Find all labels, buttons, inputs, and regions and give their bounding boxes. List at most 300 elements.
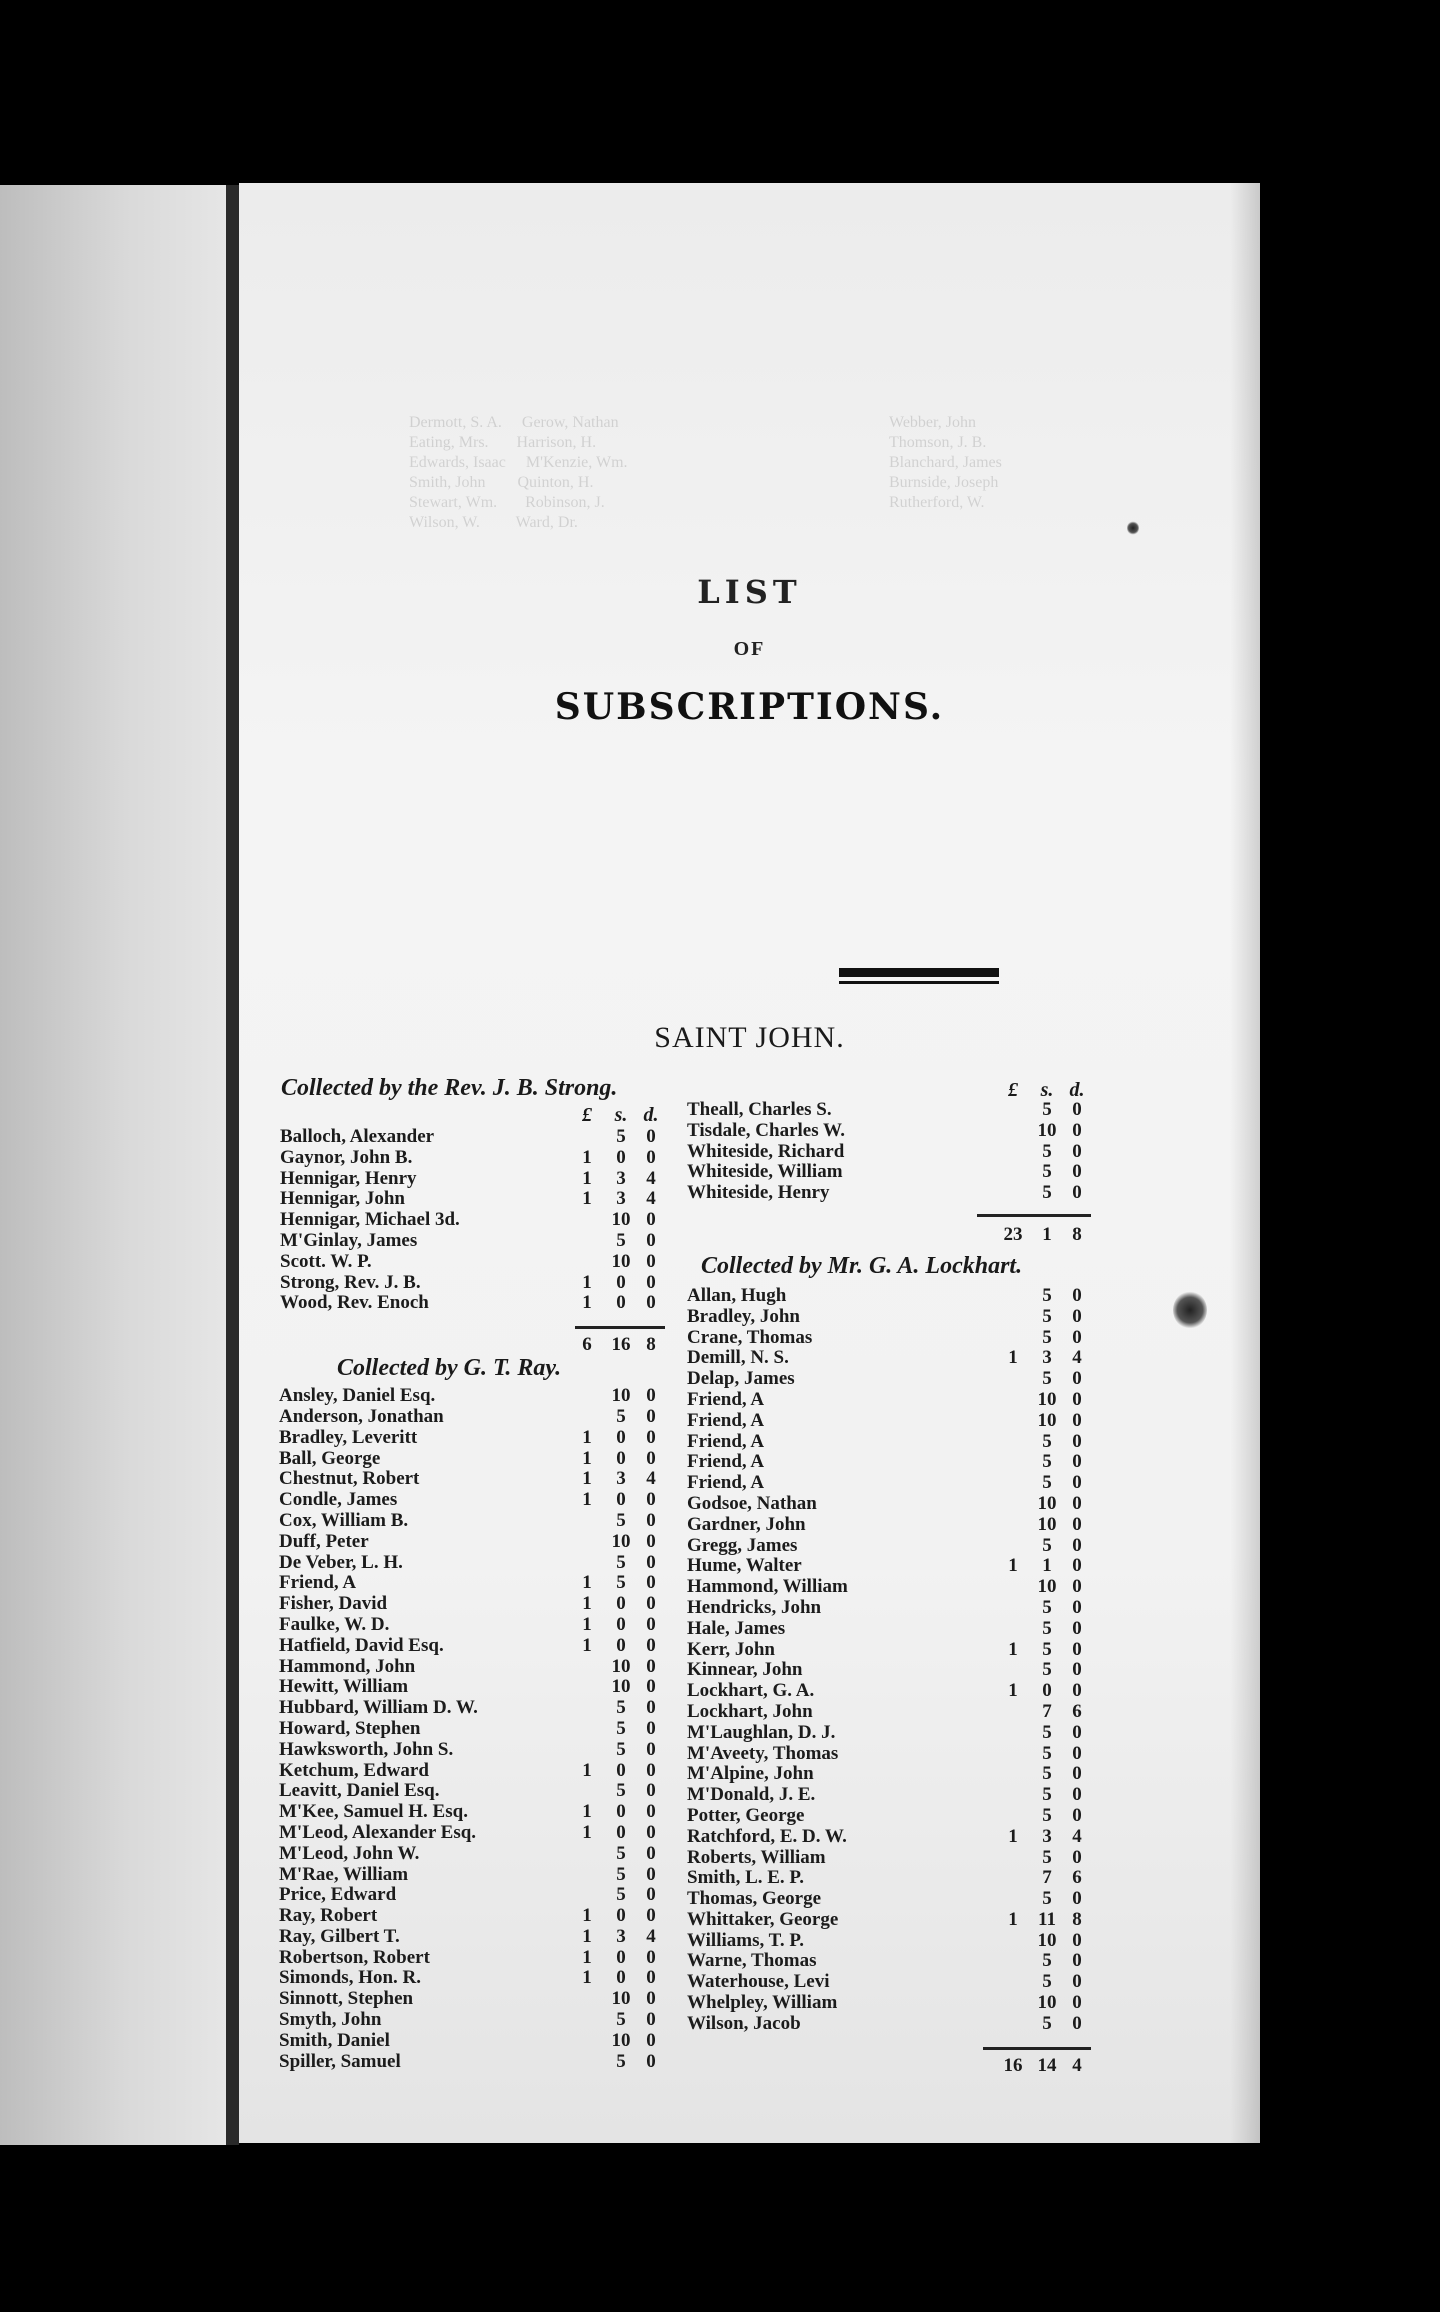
- subscriber-name: De Veber, L. H.: [279, 1552, 403, 1573]
- subscriber-name: Ray, Gilbert T.: [279, 1926, 400, 1947]
- amount-pence: 0: [646, 1759, 656, 1781]
- amount-pence: 0: [646, 1509, 656, 1531]
- amount-shillings: 0: [616, 1271, 626, 1293]
- amount-pounds: [995, 1972, 1031, 1993]
- subscriber-row: [279, 1615, 665, 1636]
- amount-shillings: 0: [616, 1593, 626, 1615]
- lockhart-total-shillings: 14: [1037, 2054, 1057, 2076]
- amount-pounds: 1: [582, 1146, 592, 1168]
- amount-pounds: [995, 1100, 1031, 1121]
- amount-shillings: 3: [616, 1468, 626, 1490]
- amount-pounds: [995, 1848, 1031, 1869]
- amount-pounds: [995, 1577, 1031, 1598]
- subscriber-name: Hatfield, David Esq.: [279, 1635, 444, 1656]
- continued-total-shillings: 1: [1042, 1223, 1052, 1245]
- subscriber-name: Theall, Charles S.: [687, 1100, 832, 1120]
- right-column: [687, 1079, 1091, 2078]
- amount-shillings: 5: [1042, 1284, 1052, 1306]
- subscriber-row: [279, 1740, 665, 1761]
- subscriber-name: Warne, Thomas: [687, 1951, 817, 1972]
- subscriber-row: [687, 1369, 1091, 1390]
- subscriber-name: M'Ginlay, James: [280, 1230, 418, 1251]
- subscriber-row: [279, 1906, 665, 1927]
- subscriber-row: [687, 1848, 1091, 1869]
- subscriber-name: M'Donald, J. E.: [687, 1785, 816, 1806]
- amount-shillings: 5: [1042, 1804, 1052, 1826]
- amount-pounds: [995, 1515, 1031, 1536]
- amount-pence: 0: [646, 1447, 656, 1469]
- amount-pence: 0: [646, 1229, 656, 1251]
- subscriber-name: Leavitt, Daniel Esq.: [279, 1781, 440, 1802]
- amount-pounds: 1: [1008, 1680, 1018, 1702]
- subscriber-row: [280, 1127, 665, 1148]
- subscriber-row: [279, 1511, 665, 1532]
- subscriber-row: [279, 2010, 665, 2031]
- amount-shillings: 10: [611, 1385, 631, 1407]
- amount-shillings: 10: [611, 1250, 631, 1272]
- amount-pence: 0: [1072, 1284, 1082, 1306]
- amount-pounds: [995, 1723, 1031, 1744]
- amount-shillings: 5: [1042, 1161, 1052, 1183]
- amount-pounds: 1: [582, 1426, 592, 1448]
- subscriber-row: [687, 1640, 1091, 1661]
- amount-pounds: [569, 1989, 605, 2010]
- amount-shillings: 5: [616, 1863, 626, 1885]
- amount-pence: 0: [1072, 1513, 1082, 1535]
- amount-pounds: 1: [582, 1271, 592, 1293]
- amount-shillings: 5: [1042, 1182, 1052, 1204]
- amount-shillings: 0: [616, 1905, 626, 1927]
- amount-shillings: 3: [1042, 1825, 1052, 1847]
- subscriber-name: Hennigar, Henry: [280, 1168, 417, 1189]
- ink-spot: [1173, 1291, 1207, 1329]
- amount-shillings: 0: [1042, 1680, 1052, 1702]
- subscriber-row: [279, 1865, 665, 1886]
- subscriber-row: [280, 1189, 665, 1210]
- amount-pounds: [995, 1951, 1031, 1972]
- subscriber-name: Gardner, John: [687, 1514, 806, 1535]
- lockhart-total-pence: 4: [1072, 2054, 1082, 2076]
- subscriber-name: Lockhart, John: [687, 1701, 813, 1722]
- amount-pence: 0: [646, 1572, 656, 1594]
- subscriber-name: Wood, Rev. Enoch: [280, 1293, 429, 1314]
- amount-shillings: 11: [1038, 1908, 1056, 1930]
- amount-pounds: [995, 1390, 1031, 1411]
- amount-pounds: [995, 1411, 1031, 1432]
- subscriber-name: Spiller, Samuel: [279, 2051, 401, 2072]
- subscriber-name: Anderson, Jonathan: [279, 1406, 444, 1427]
- subscriber-row: [279, 2031, 665, 2052]
- subscriber-name: Hewitt, William: [279, 1677, 409, 1698]
- document-page: [239, 183, 1260, 2143]
- amount-shillings: 5: [1042, 1784, 1052, 1806]
- subscriber-name: Price, Edward: [279, 1885, 397, 1906]
- amount-pence: 0: [1072, 1596, 1082, 1618]
- subscriber-name: Hawksworth, John S.: [279, 1739, 454, 1760]
- amount-shillings: 7: [1042, 1867, 1052, 1889]
- subscriber-name: Potter, George: [687, 1805, 805, 1826]
- amount-shillings: 10: [1037, 1492, 1057, 1514]
- amount-pounds: [569, 1553, 605, 1574]
- amount-pounds: [569, 1740, 605, 1761]
- amount-shillings: 5: [1042, 1596, 1052, 1618]
- amount-pounds: [569, 1511, 605, 1532]
- subscriber-row: [687, 2014, 1091, 2035]
- lockhart-list: [687, 1286, 1091, 2035]
- pence-unit-right: d.: [1069, 1079, 1085, 1101]
- continued-total: [687, 1223, 1091, 1247]
- amount-shillings: 3: [1042, 1347, 1052, 1369]
- strong-total-shillings: 16: [611, 1334, 631, 1356]
- amount-pence: 0: [646, 2050, 656, 2072]
- subscriber-row: [279, 1449, 665, 1470]
- subscriber-name: Hennigar, Michael 3d.: [280, 1210, 460, 1231]
- subscriber-name: Friend, A: [687, 1389, 765, 1410]
- continued-list: [687, 1100, 1091, 1204]
- amount-pounds: 1: [582, 1447, 592, 1469]
- subscriber-row: [279, 1989, 665, 2010]
- subscriber-name: M'Leod, John W.: [279, 1843, 420, 1864]
- subscriber-name: Demill, N. S.: [687, 1348, 789, 1369]
- amount-shillings: 0: [616, 1821, 626, 1843]
- subscriber-row: [687, 1432, 1091, 1453]
- subscriber-row: [687, 1577, 1091, 1598]
- amount-shillings: 3: [616, 1925, 626, 1947]
- amount-pounds: 1: [1008, 1347, 1018, 1369]
- amount-pounds: [569, 1677, 605, 1698]
- subscriber-name: M'Leod, Alexander Esq.: [279, 1822, 477, 1843]
- amount-pence: 4: [646, 1188, 656, 1210]
- amount-pence: 0: [646, 1988, 656, 2010]
- amount-pounds: [995, 1473, 1031, 1494]
- subscriber-row: [687, 1951, 1091, 1972]
- amount-pounds: [569, 1865, 605, 1886]
- amount-pence: 0: [646, 1717, 656, 1739]
- amount-shillings: 5: [616, 1572, 626, 1594]
- subscriber-name: Duff, Peter: [279, 1531, 369, 1552]
- amount-pence: 0: [1072, 1326, 1082, 1348]
- subscriber-row: [687, 1598, 1091, 1619]
- amount-shillings: 5: [1042, 1099, 1052, 1120]
- amount-shillings: 5: [1042, 1326, 1052, 1348]
- subscriber-name: Tisdale, Charles W.: [687, 1120, 846, 1141]
- amount-pence: 0: [646, 1801, 656, 1823]
- subscriber-row: [279, 1594, 665, 1615]
- subscriber-name: Hammond, William: [687, 1577, 848, 1598]
- amount-shillings: 1: [1042, 1555, 1052, 1577]
- amount-shillings: 5: [1042, 1140, 1052, 1162]
- amount-pounds: [569, 1532, 605, 1553]
- amount-shillings: 0: [616, 1489, 626, 1511]
- subscriber-name: Lockhart, G. A.: [687, 1681, 815, 1702]
- subscriber-name: Scott. W. P.: [280, 1251, 372, 1272]
- shillings-unit: s.: [614, 1104, 628, 1126]
- strong-total: [279, 1333, 665, 1357]
- subscriber-name: Hennigar, John: [280, 1189, 405, 1210]
- title-subscriptions: SUBSCRIPTIONS.: [554, 686, 945, 728]
- amount-pounds: [569, 2052, 605, 2073]
- subscriber-name: Simonds, Hon. R.: [279, 1968, 422, 1989]
- amount-pounds: 1: [582, 1593, 592, 1615]
- subscriber-row: [279, 1532, 665, 1553]
- amount-pounds: 1: [582, 1613, 592, 1635]
- subscriber-name: M'Rae, William: [279, 1864, 409, 1885]
- ray-heading: Collected by G. T. Ray.: [337, 1355, 562, 1382]
- amount-shillings: 5: [616, 1738, 626, 1760]
- amount-shillings: 0: [616, 1447, 626, 1469]
- amount-pence: 0: [1072, 1576, 1082, 1598]
- amount-pounds: [995, 2014, 1031, 2035]
- amount-pence: 0: [646, 1780, 656, 1802]
- subscriber-name: Ketchum, Edward: [279, 1760, 429, 1781]
- subscriber-row: [687, 1142, 1091, 1163]
- subscriber-name: M'Alpine, John: [687, 1764, 814, 1785]
- subscriber-row: [687, 1723, 1091, 1744]
- subscriber-name: Kinnear, John: [687, 1660, 803, 1681]
- subscriber-row: [687, 1121, 1091, 1142]
- subscriber-name: Robertson, Robert: [279, 1947, 430, 1968]
- subscriber-row: [687, 1452, 1091, 1473]
- amount-pence: 0: [646, 1426, 656, 1448]
- subscriber-name: Waterhouse, Levi: [687, 1972, 830, 1993]
- subscriber-name: Ratchford, E. D. W.: [687, 1826, 847, 1847]
- subscriber-row: [687, 1100, 1091, 1121]
- amount-shillings: 3: [616, 1188, 626, 1210]
- subscriber-row: [279, 1761, 665, 1782]
- ink-dot: [1127, 521, 1139, 535]
- amount-shillings: 0: [616, 1613, 626, 1635]
- subscriber-row: [279, 1386, 665, 1407]
- amount-pence: 0: [1072, 1929, 1082, 1951]
- amount-pounds: [569, 2031, 605, 2052]
- amount-pounds: [995, 1121, 1031, 1142]
- subscriber-name: Friend, A: [687, 1431, 765, 1452]
- amount-pence: 0: [646, 1530, 656, 1552]
- amount-pounds: [995, 1889, 1031, 1910]
- subscriber-row: [279, 1927, 665, 1948]
- title-of: OF: [733, 638, 766, 660]
- amount-shillings: 7: [1042, 1700, 1052, 1722]
- subscriber-row: [687, 1162, 1091, 1183]
- subscriber-row: [280, 1252, 665, 1273]
- amount-pence: 0: [1072, 1971, 1082, 1993]
- amount-pence: 0: [646, 1489, 656, 1511]
- amount-pounds: [569, 1844, 605, 1865]
- subscriber-name: Godsoe, Nathan: [687, 1493, 817, 1514]
- amount-pounds: 1: [582, 1946, 592, 1968]
- amount-pence: 0: [646, 1613, 656, 1635]
- amount-pounds: [995, 1702, 1031, 1723]
- subscriber-name: Wilson, Jacob: [687, 2013, 801, 2034]
- title-list: LIST: [697, 573, 802, 611]
- strong-list: [279, 1127, 665, 1314]
- subscriber-row: [687, 1785, 1091, 1806]
- amount-pence: 0: [1072, 1721, 1082, 1743]
- amount-shillings: 5: [1042, 1721, 1052, 1743]
- amount-pence: 0: [646, 1905, 656, 1927]
- subscriber-row: [687, 1536, 1091, 1557]
- subscriber-name: Fisher, David: [279, 1594, 388, 1615]
- amount-shillings: 5: [1042, 1472, 1052, 1494]
- amount-pounds: [995, 1183, 1031, 1204]
- subscriber-row: [280, 1273, 665, 1294]
- amount-shillings: 0: [616, 1292, 626, 1314]
- subscriber-name: Balloch, Alexander: [280, 1127, 435, 1147]
- subscriber-name: Friend, A: [687, 1452, 765, 1473]
- amount-pence: 0: [646, 1146, 656, 1168]
- amount-pence: 0: [1072, 1846, 1082, 1868]
- subscriber-name: Bradley, Leveritt: [279, 1427, 418, 1448]
- amount-pounds: [569, 1407, 605, 1428]
- subscriber-row: [279, 1407, 665, 1428]
- subscriber-name: Crane, Thomas: [687, 1327, 813, 1348]
- amount-pounds: [995, 1162, 1031, 1183]
- amount-pounds: [569, 1252, 605, 1273]
- amount-pounds: [569, 1127, 605, 1148]
- amount-pence: 0: [1072, 1804, 1082, 1826]
- amount-pounds: 1: [582, 1188, 592, 1210]
- amount-pounds: [995, 1536, 1031, 1557]
- subscriber-name: Thomas, George: [687, 1889, 822, 1910]
- amount-pence: 0: [1072, 1388, 1082, 1410]
- subscriber-name: M'Laughlan, D. J.: [687, 1722, 836, 1743]
- amount-pence: 4: [646, 1468, 656, 1490]
- subscriber-row: [279, 1553, 665, 1574]
- lockhart-sum-rule: [983, 2047, 1091, 2050]
- amount-pence: 8: [1072, 1908, 1082, 1930]
- amount-shillings: 5: [616, 1717, 626, 1739]
- amount-pounds: 1: [582, 1801, 592, 1823]
- amount-pence: 0: [646, 1697, 656, 1719]
- show-through-text: Dermott, S. A. Gerow, Nathan Eating, Mrs. Harrison, H. Edwards, Isaac M'Kenzie, Wm. Smith, John Quinton, H. Stewart, Wm. Robinson, J. Wilson, W. Ward, Dr.: [409, 414, 628, 531]
- amount-pence: 0: [646, 1385, 656, 1407]
- subscriber-row: [279, 1657, 665, 1678]
- shillings-unit-right: s.: [1040, 1079, 1054, 1101]
- subscriber-name: Whiteside, Henry: [687, 1183, 830, 1204]
- subscriber-row: [279, 1823, 665, 1844]
- subscriber-name: Hendricks, John: [687, 1597, 822, 1618]
- left-column: [279, 1075, 665, 2072]
- amount-pence: 0: [1072, 1140, 1082, 1162]
- amount-pence: 0: [646, 1842, 656, 1864]
- strong-total-pence: 8: [646, 1334, 656, 1356]
- subscriber-row: [279, 1428, 665, 1449]
- amount-shillings: 5: [1042, 1971, 1052, 1993]
- amount-pounds: 1: [582, 1821, 592, 1843]
- subscriber-name: Bradley, John: [687, 1306, 800, 1327]
- subscriber-row: [687, 1744, 1091, 1765]
- subscriber-row: [687, 1494, 1091, 1515]
- amount-pence: 0: [1072, 1680, 1082, 1702]
- book-gutter: [226, 185, 239, 2145]
- amount-pounds: 1: [582, 1572, 592, 1594]
- subscriber-row: [687, 1993, 1091, 2014]
- strong-heading: Collected by the Rev. J. B. Strong.: [281, 1075, 618, 1101]
- amount-pounds: [995, 1432, 1031, 1453]
- amount-pence: 0: [646, 1634, 656, 1656]
- subscriber-name: Whiteside, Richard: [687, 1141, 845, 1162]
- amount-shillings: 5: [616, 1780, 626, 1802]
- amount-shillings: 10: [1037, 1929, 1057, 1951]
- subscriber-name: Williams, T. P.: [687, 1930, 805, 1951]
- amount-pence: 4: [646, 1167, 656, 1189]
- amount-shillings: 5: [1042, 1638, 1052, 1660]
- lockhart-heading: Collected by Mr. G. A. Lockhart.: [701, 1252, 1023, 1279]
- amount-pounds: 1: [582, 1292, 592, 1314]
- subscriber-name: Whittaker, George: [687, 1909, 839, 1930]
- facing-page: [0, 185, 228, 2145]
- amount-shillings: 10: [611, 1988, 631, 2010]
- amount-shillings: 5: [616, 2050, 626, 2072]
- subscriber-row: [279, 1948, 665, 1969]
- place-heading: SAINT JOHN.: [654, 1021, 845, 1054]
- amount-pence: 0: [1072, 1368, 1082, 1390]
- amount-shillings: 5: [1042, 1430, 1052, 1452]
- amount-pounds: 1: [1008, 1825, 1018, 1847]
- amount-shillings: 10: [1037, 1576, 1057, 1598]
- subscriber-row: [687, 1889, 1091, 1910]
- strong-total-pounds: 6: [582, 1334, 592, 1356]
- amount-pounds: 1: [582, 1759, 592, 1781]
- subscriber-name: Cox, William B.: [279, 1510, 409, 1531]
- subscriber-name: Sinnott, Stephen: [279, 1989, 414, 2010]
- amount-shillings: 5: [1042, 1451, 1052, 1473]
- amount-pounds: [995, 1660, 1031, 1681]
- amount-shillings: 5: [1042, 1534, 1052, 1556]
- amount-shillings: 10: [611, 2029, 631, 2051]
- subscriber-name: Whelpley, William: [687, 1993, 838, 2014]
- amount-pence: 0: [1072, 1950, 1082, 1972]
- amount-pounds: [995, 1286, 1031, 1307]
- subscriber-name: Chestnut, Robert: [279, 1469, 420, 1490]
- amount-pounds: [995, 1328, 1031, 1349]
- subscriber-row: [687, 1183, 1091, 1204]
- amount-shillings: 5: [1042, 1368, 1052, 1390]
- amount-pounds: [995, 1993, 1031, 2014]
- amount-shillings: 5: [1042, 2012, 1052, 2034]
- amount-pounds: [995, 1598, 1031, 1619]
- continued-sum-rule: [977, 1214, 1091, 1217]
- amount-shillings: 0: [616, 1426, 626, 1448]
- subscriber-name: Condle, James: [279, 1490, 398, 1511]
- amount-pounds: [995, 1806, 1031, 1827]
- subscriber-row: [687, 1660, 1091, 1681]
- amount-shillings: 5: [1042, 1888, 1052, 1910]
- subscriber-row: [687, 1411, 1091, 1432]
- amount-shillings: 0: [616, 1946, 626, 1968]
- subscriber-row: [687, 1702, 1091, 1723]
- amount-pence: 0: [1072, 1451, 1082, 1473]
- amount-pence: 0: [646, 1967, 656, 1989]
- amount-shillings: 10: [1037, 1409, 1057, 1431]
- amount-shillings: 5: [616, 1884, 626, 1906]
- amount-shillings: 0: [616, 1759, 626, 1781]
- subscriber-row: [687, 1827, 1091, 1848]
- subscriber-row: [279, 1677, 665, 1698]
- amount-shillings: 5: [1042, 1742, 1052, 1764]
- subscriber-name: Faulke, W. D.: [279, 1614, 390, 1635]
- amount-pence: 6: [1072, 1700, 1082, 1722]
- amount-shillings: 10: [1037, 1388, 1057, 1410]
- subscriber-row: [687, 1619, 1091, 1640]
- subscriber-name: Smith, Daniel: [279, 2030, 390, 2051]
- amount-pounds: [569, 1885, 605, 1906]
- subscriber-name: Friend, A: [687, 1410, 765, 1431]
- amount-pounds: [569, 1231, 605, 1252]
- amount-pence: 0: [646, 1946, 656, 1968]
- amount-pence: 0: [1072, 1182, 1082, 1204]
- amount-pounds: [995, 1764, 1031, 1785]
